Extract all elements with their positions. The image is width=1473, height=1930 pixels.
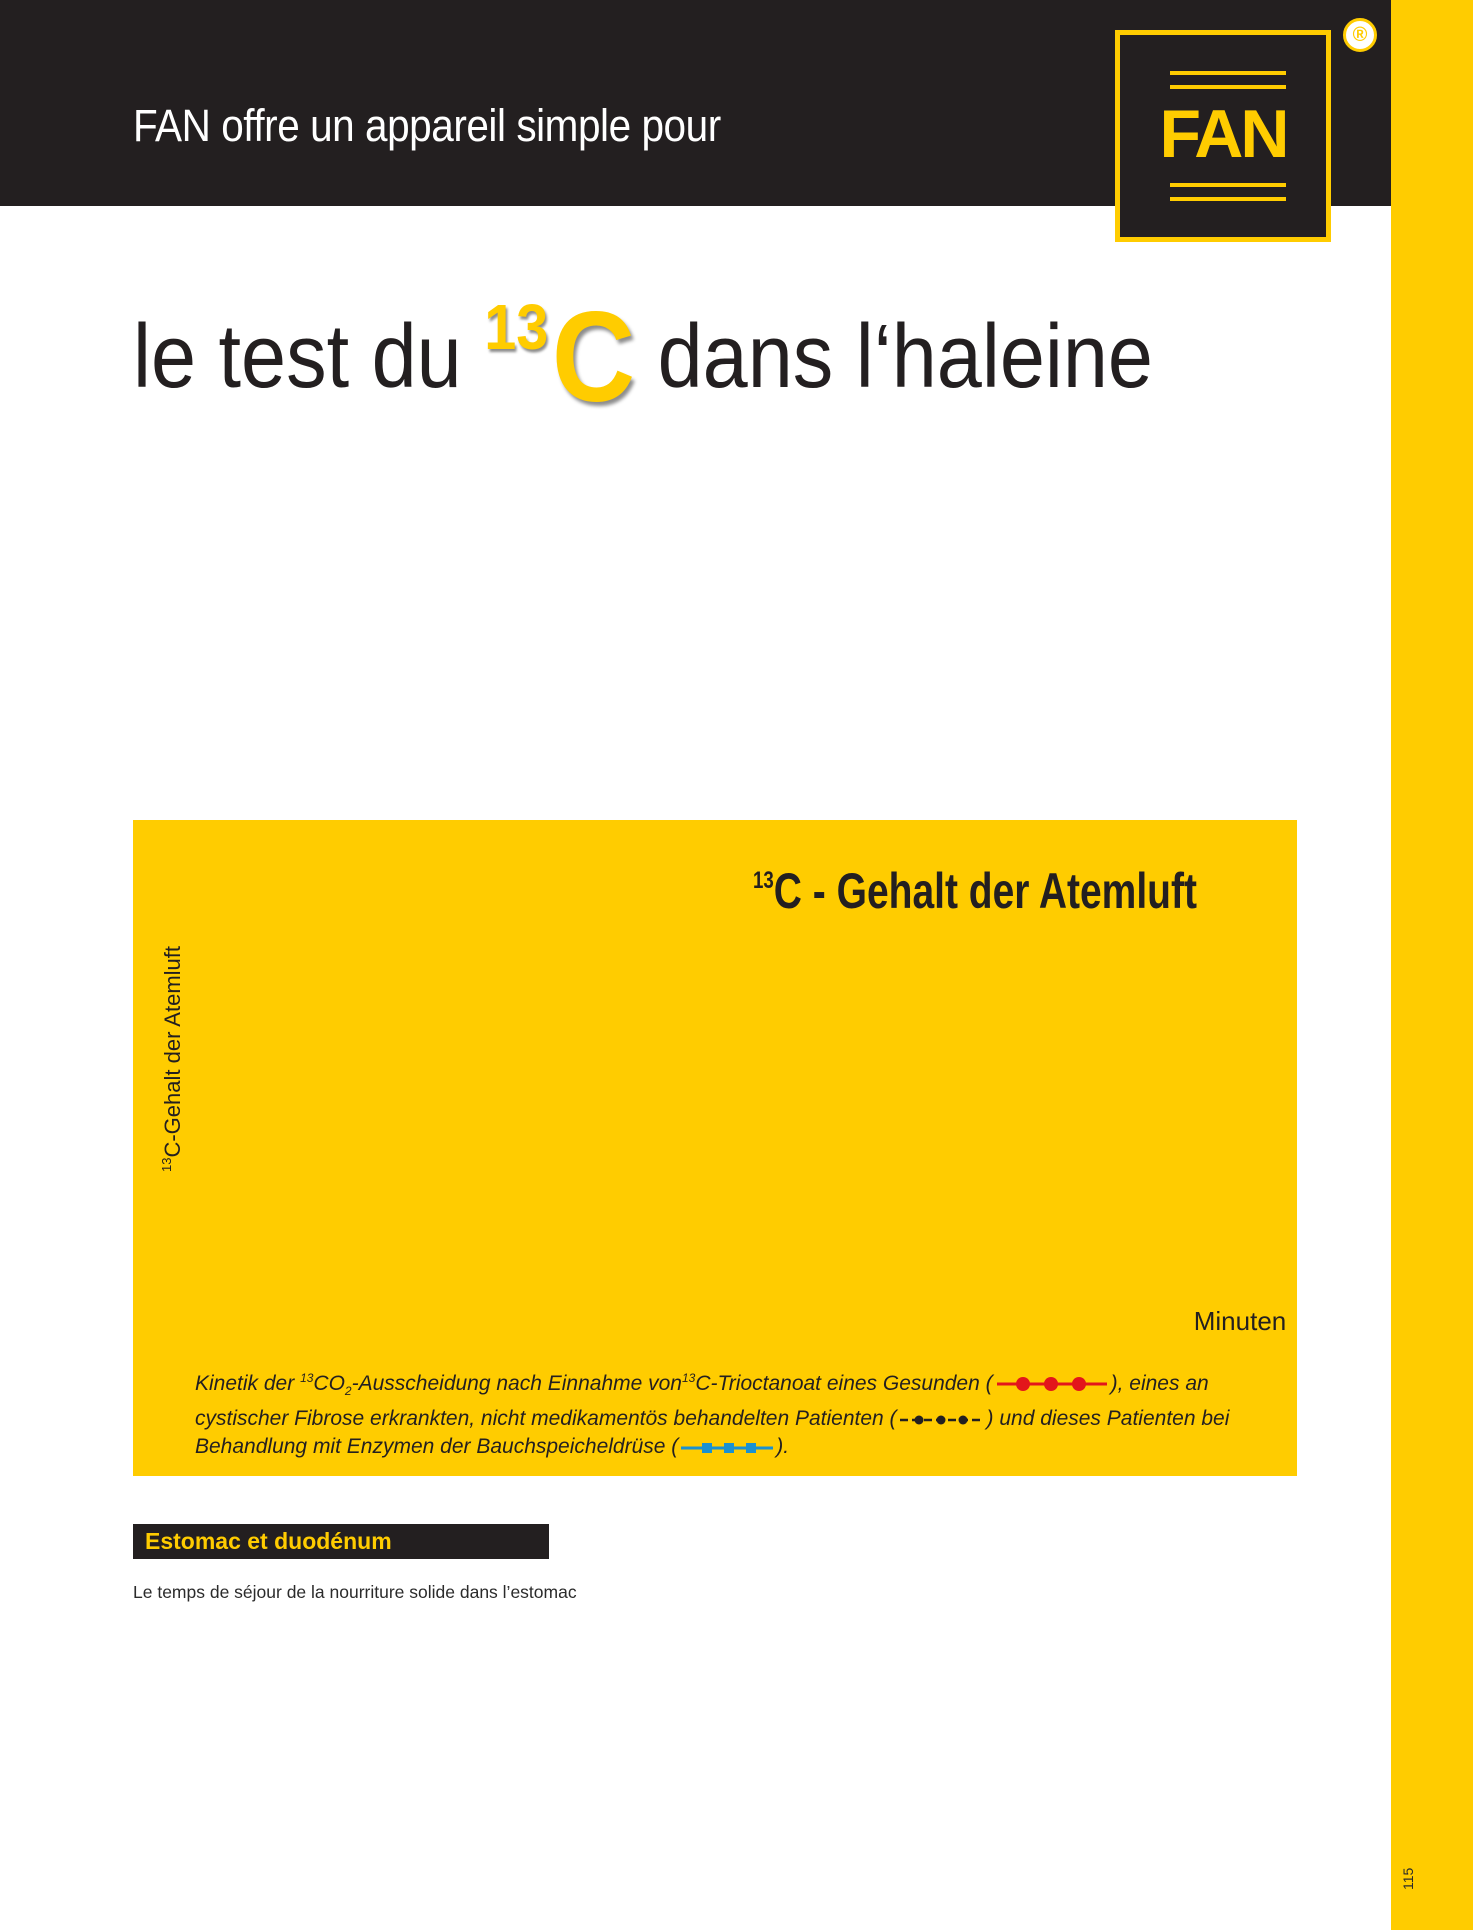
chart-title-text: C - Gehalt der Atemluft (773, 862, 1197, 920)
caption-sub: 2 (344, 1384, 352, 1399)
chart-ylabel-text: C-Gehalt der Atemluft (160, 945, 185, 1158)
logo-line (1170, 85, 1286, 89)
caption-text: -Ausscheidung nach Einnahme von (351, 1372, 682, 1395)
registered-trademark-icon: ® (1343, 18, 1377, 52)
caption-text: C-Trioctanoat eines Gesunden ( (695, 1372, 993, 1395)
chart-caption (195, 1364, 1275, 1461)
legend-treated-blue (678, 1438, 776, 1458)
header-subtitle: FAN offre un appareil simple pour (133, 100, 721, 151)
section-paragraph: Le temps de séjour de la nourriture solide dans l’estomac (133, 1582, 577, 1602)
caption-text: ) und dieses Patienten bei Behandlung mit Enzymen der Bauchspeicheldrüse ( (195, 1407, 1230, 1459)
logo-text: FAN (1159, 96, 1287, 172)
title-after: dans l‘haleine (657, 307, 1153, 407)
legend-healthy-red (993, 1374, 1111, 1394)
caption-sup: 13 (300, 1371, 314, 1385)
chart-xlabel: Minuten (1193, 1306, 1287, 1336)
title-before: le test du (133, 307, 462, 407)
intro-column-1 (133, 492, 591, 524)
chart-title (753, 862, 1197, 919)
caption-text: Kinetik der (195, 1372, 301, 1395)
intro-column-2 (624, 492, 1082, 524)
chart-ylabel-sup: 13 (159, 1157, 174, 1172)
caption-text: CO (313, 1372, 345, 1395)
logo-line (1170, 183, 1286, 187)
section-column-1 (133, 1576, 591, 1608)
chart-panel (133, 820, 1297, 1476)
section-heading: Estomac et duodénum (133, 1524, 549, 1559)
page-number: 115 (1400, 1867, 1416, 1890)
chart-ylabel (159, 946, 185, 1172)
fan-logo (1115, 30, 1331, 242)
title-superscript: 13 (484, 291, 549, 363)
caption-text: ). (776, 1435, 790, 1459)
side-stripe (1391, 0, 1473, 1930)
caption-sup: 13 (682, 1371, 696, 1385)
caption-text: ), eines an cystischer Fibrose erkrankten, nicht medikamentös behandelten Patienten ( (195, 1372, 1209, 1431)
logo-line (1170, 197, 1286, 201)
chart-title-sup: 13 (752, 866, 774, 894)
legend-untreated-black (897, 1410, 987, 1430)
page-title (133, 270, 1153, 429)
logo-line (1170, 71, 1286, 75)
title-element: C (551, 286, 636, 429)
